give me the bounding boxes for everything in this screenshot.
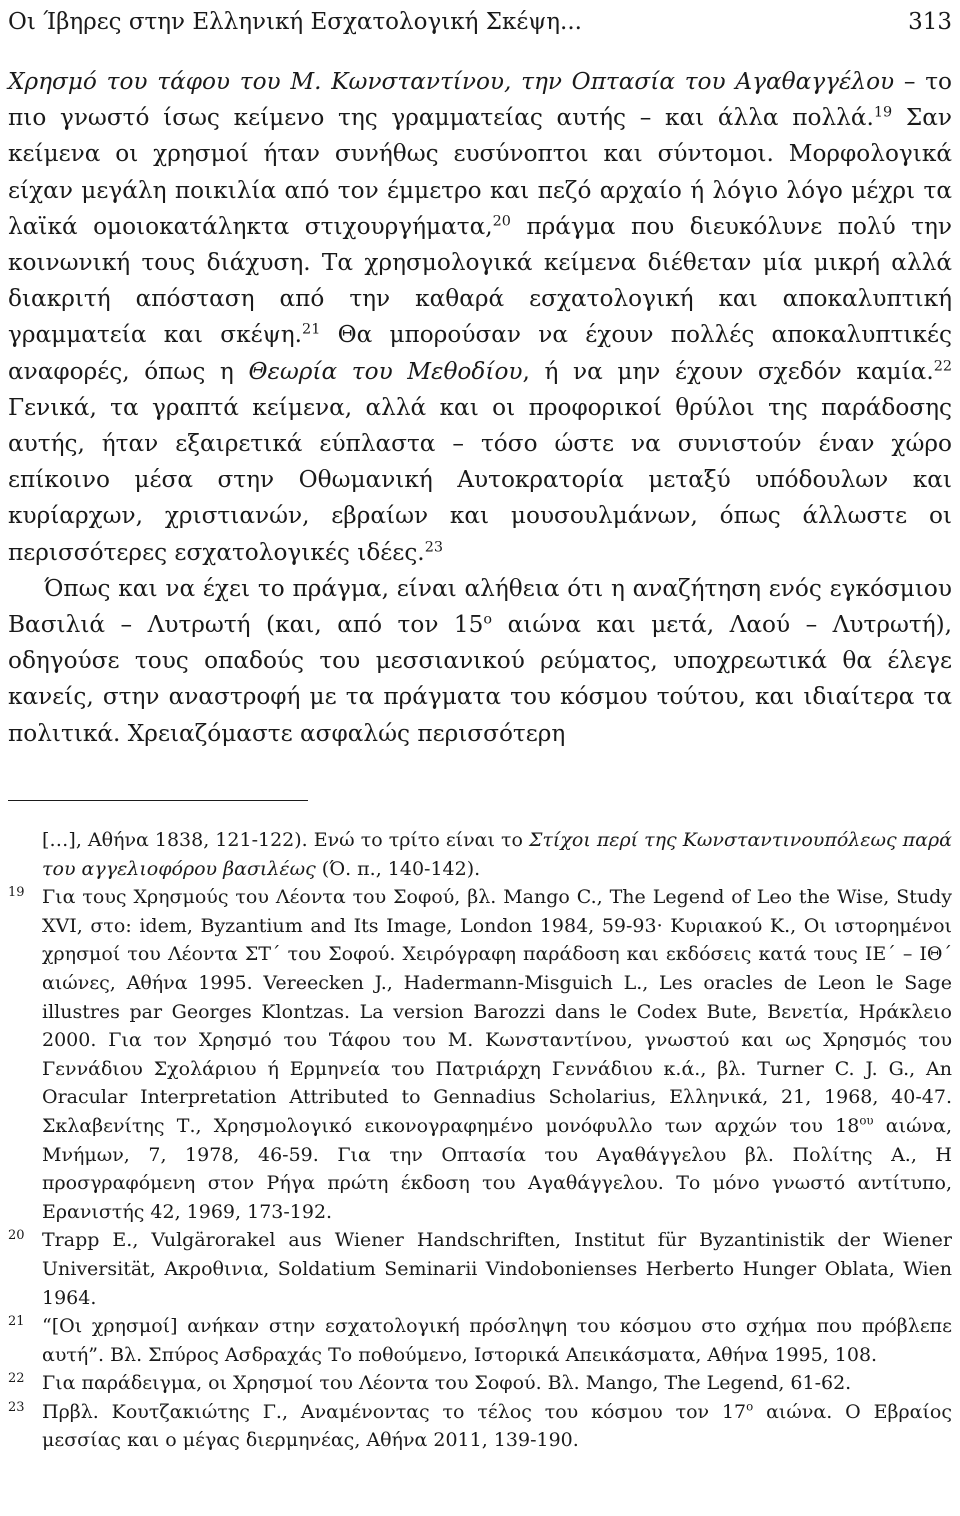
- text-run: Όπως και να έχει το πράγμα, είναι αλήθεια ότι η αναζήτηση ενός εγκόσμιου Βασιλιά – Λυτρωτή (και, από τον 15: [8, 574, 952, 639]
- text-run: πράγμα που διευκόλυνε πολύ την κοινωνική τους διάχυση. Τα χρησμολογικά κείμενα διέθεταν μία μικρή αλλά διακριτή απόσταση από την καθαρά εσχατολογική και αποκαλυπτική γραμματεία και σκέψη.: [8, 212, 952, 349]
- text-run: (Ό. π., 140-142).: [315, 857, 481, 880]
- footnote-separator: [8, 800, 308, 801]
- footnote-ref-21[interactable]: 21: [302, 321, 321, 338]
- footnote-20: [8, 1226, 952, 1312]
- paragraph-1: [8, 64, 952, 571]
- running-header: [8, 4, 952, 44]
- text-run: […], Αθήνα 1838, 121-122). Ενώ το τρίτο είναι το: [42, 829, 529, 851]
- footnote-ref-22[interactable]: 22: [933, 357, 952, 374]
- text-run: αιώνα, Μνήμων, 7, 1978, 46-59. Για την Οπτασία του Αγαθάγγελου βλ. Πολίτης Α., Η προσγραφόμενη στον Ρήγα πρώτη έκδοση του Αγαθάγγελου. Το μόνο γνωστό αντίτυπο, Ερανιστής 42, 1969, 173-192.: [42, 1114, 953, 1223]
- footnote-ref-19[interactable]: 19: [873, 104, 893, 121]
- footnote-ref-20[interactable]: 20: [492, 213, 511, 230]
- footnote-19: [8, 883, 952, 1226]
- text-run: Θα μπορούσαν να έχουν πολλές αποκαλυπτικές αναφορές, όπως η: [8, 321, 952, 385]
- ordinal-sup: ο: [746, 1399, 754, 1414]
- text-run: Για τους Χρησμούς του Λέοντα του Σοφού, βλ. Mango C., The Legend of Leo the Wise, Study XVI, στο: idem, Byzantium and Its Image, London 1984, 59-93· Κυριακού Κ., Οι ιστορημένοι χρησμοί του Λέοντα ΣΤ΄ του Σοφού. Χειρόγραφη παράδοση και εκδόσεις κατά τους ΙΕ΄ – ΙΘ΄ αιώνες, Αθήνα 1995. Vereecken J., Hadermann-Misguich L., Les oracles de Leon le Sage illustres par Georges Klontzas. La version Barozzi dans le Codex Bute, Βενετία, Ηράκλειο 2000. Για τον Χρησμό του Τάφου του Μ. Κωνσταντίνου, γνωστού και ως Χρησμός του Γεννάδιου Σχολάριου ή Ερμηνεία του Πατριάρχη Γεννάδιου κ.ά., βλ. Turner C. J. G., An Oracular Interpretation Attributed to Gennadius Scholarius, Ελληνικά, 21, 1968, 40-47. Σκλαβενίτης Τ., Χρησμολογικό εικονογραφημένο μονόφυλλο των αρχών του 18: [42, 886, 952, 1137]
- text-run: αιώνα. Ο Εβραίος μεσσίας και ο μέγας διερμηνέας, Αθήνα 2011, 139-190.: [42, 1400, 952, 1452]
- text-run: Σαν κείμενα οι χρησμοί ήταν συνήθως ευσύνοπτοι και σύντομοι. Μορφολογικά είχαν μεγάλη ποικιλία από τον έμμετρο και πεζό αρχαίο ή λόγιο λόγο μέχρι τα λαϊκά ομοιοκατάληκτα στιχουργήματα,: [8, 104, 952, 240]
- footnote-ref-23[interactable]: 23: [424, 538, 443, 555]
- footnote-23: [8, 1398, 952, 1455]
- main-text: [8, 64, 952, 752]
- footnote-22: [8, 1369, 952, 1398]
- text-run: – το πιο γνωστό ίσως κείμενο της γραμματείας αυτής – και άλλα πολλά.: [8, 68, 952, 132]
- text-run: Trapp E., Vulgärorakel aus Wiener Handschriften, Institut für Byzantinistik der Wiener Universität, Ακροθινια, Soldatium Seminarii Vindobonienses Herberto Hunger Oblata, Wien 1964.: [42, 1229, 952, 1309]
- text-run: Για παράδειγμα, οι Χρησμοί του Λέοντα του Σοφού. Βλ. Mango, The Legend, 61-62.: [42, 1372, 852, 1395]
- footnote-number: 19: [8, 885, 25, 901]
- footnote-number: 23: [8, 1399, 25, 1415]
- text-run: αιώνα και μετά, Λαού – Λυτρωτή), οδηγούσε τους οπαδούς του μεσσιανικού ρεύματος, υποχρεωτικά θα έλεγε κανείς, στην αναστροφή με τα πράγματα του κόσμου τούτου, και ιδιαίτερα τα πολιτικά. Χρειαζόμαστε ασφαλώς περισσότερη: [8, 611, 952, 747]
- ordinal-sup: ου: [859, 1113, 874, 1128]
- page-number: 313: [908, 9, 952, 35]
- footnote-number: 21: [8, 1314, 25, 1330]
- text-run: Γενικά, τα γραπτά κείμενα, αλλά και οι προφορικοί θρύλοι της παράδοσης αυτής, ήταν εξαιρετικά εύπλαστα – τόσο ώστε να συνιστούν έναν χώρο επίκοινο μέσα στην Οθωμανική Αυτοκρατορία μεταξύ υπόδουλων και κυρίαρχων, χριστιανών, εβραίων και μουσουλμάνων, όπως άλλωστε οι περισσότερες εσχατολογικές ιδέες.: [8, 393, 952, 566]
- paragraph-2: [8, 571, 952, 752]
- italic-title: Θεωρία του Μεθοδίου: [248, 357, 523, 385]
- running-title: Οι Ίβηρες στην Ελληνική Εσχατολογική Σκέψη...: [8, 9, 582, 35]
- footnote-number: 22: [8, 1371, 25, 1387]
- italic-title: Χρησμό του τάφου του Μ. Κωνσταντίνου, την Οπτασία του Αγαθαγγέλου: [8, 68, 895, 95]
- footnote-21: [8, 1312, 952, 1369]
- footnote-number: 20: [8, 1228, 25, 1244]
- italic-title: Στίχοι περί της Κωνσταντινουπόλεως παρά του αγγελιοφόρου βασιλέως: [42, 829, 952, 880]
- text-run: “[Οι χρησμοί] ανήκαν στην εσχατολογική πρόσληψη του κόσμου στο σχήμα που πρόβλεπε αυτή”. Βλ. Σπύρος Ασδραχάς Το ποθούμενο, Ιστορικά Απεικάσματα, Αθήνα 1995, 108.: [42, 1315, 952, 1366]
- footnotes: [8, 826, 952, 1455]
- ordinal-sup: ο: [483, 611, 493, 628]
- text-run: , ή να μην έχουν σχεδόν καμία.: [522, 357, 934, 385]
- footnote-continuation: [8, 826, 952, 883]
- text-run: Πρβλ. Κουτζακιώτης Γ., Αναμένοντας το τέλος του κόσμου τον 17: [42, 1400, 747, 1423]
